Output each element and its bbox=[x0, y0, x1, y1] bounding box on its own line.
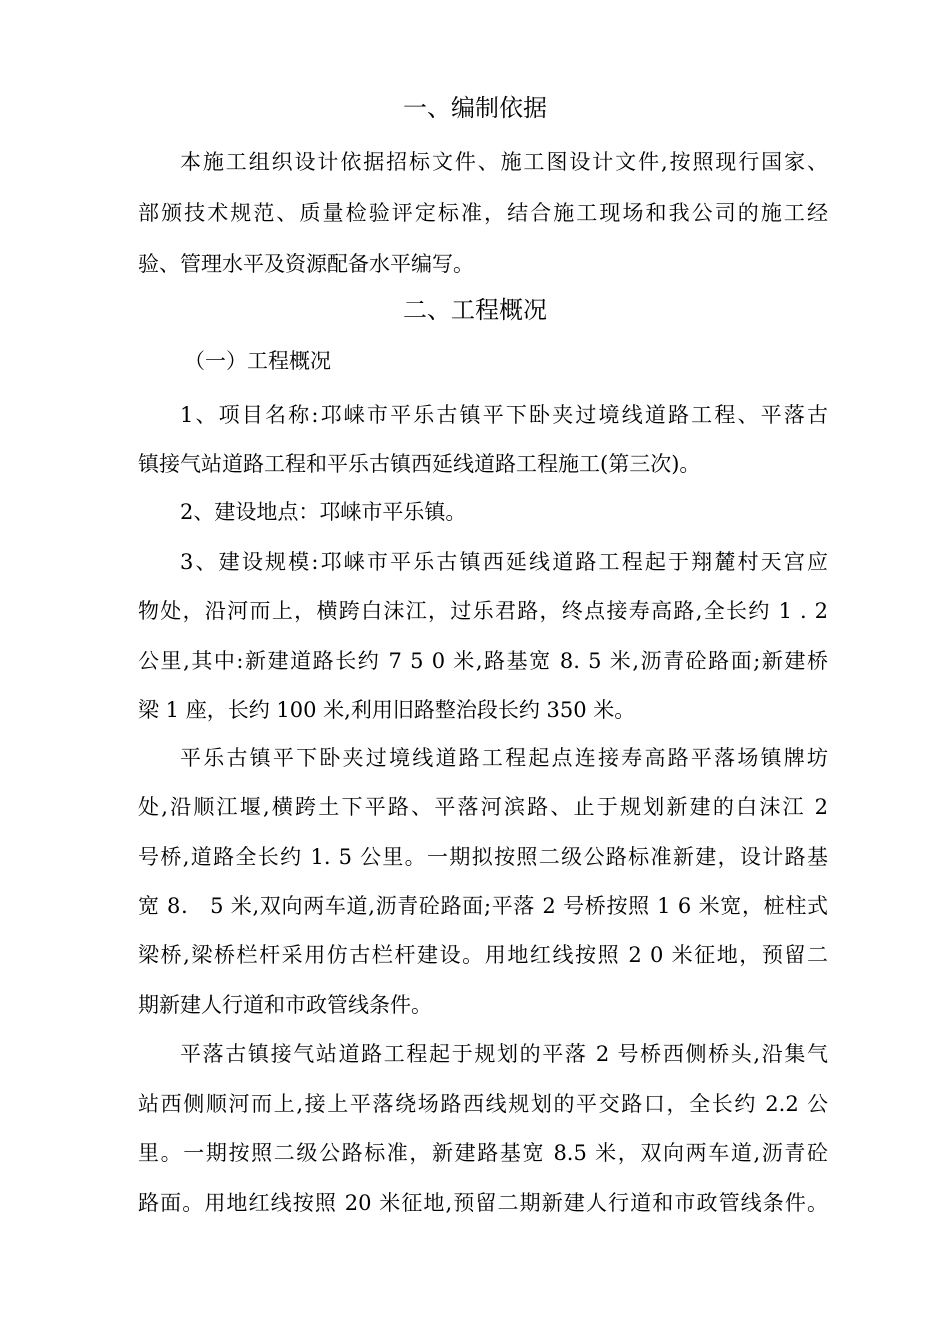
heading-project-overview: 二、工程概况 bbox=[403, 296, 547, 324]
paragraph-line: 梁桥,梁桥栏杆采用仿古栏杆建设。用地红线按照 2 0 米征地，预留二 bbox=[138, 943, 828, 967]
subheading-project-overview: （一）工程概况 bbox=[184, 349, 331, 373]
paragraph-line: 里。一期按照二级公路标准，新建路基宽 8.5 米，双向两车道,沥青砼 bbox=[138, 1141, 828, 1165]
paragraph-line: 站西侧顺河而上,接上平落绕场路西线规划的平交路口，全长约 2.2 公 bbox=[138, 1092, 828, 1116]
paragraph-line: 路面。用地红线按照 20 米征地,预留二期新建人行道和市政管线条件。 bbox=[138, 1191, 828, 1215]
paragraph-line: 平乐古镇平下卧夹过境线道路工程起点连接寿高路平落场镇牌坊 bbox=[180, 746, 828, 770]
paragraph-line: 1、项目名称:邛崃市平乐古镇平下卧夹过境线道路工程、平落古 bbox=[180, 403, 828, 427]
paragraph-line: 梁 1 座，长约 100 米,利用旧路整治段长约 350 米。 bbox=[138, 698, 636, 722]
paragraph-line: 镇接气站道路工程和平乐古镇西延线道路工程施工(第三次)。 bbox=[138, 452, 701, 476]
paragraph-line: 部颁技术规范、质量检验评定标准，结合施工现场和我公司的施工经 bbox=[138, 201, 828, 225]
paragraph-line: 平落古镇接气站道路工程起于规划的平落 2 号桥西侧桥头,沿集气 bbox=[180, 1042, 828, 1066]
paragraph-line: 号桥,道路全长约 1. 5 公里。一期拟按照二级公路标准新建，设计路基 bbox=[138, 845, 828, 869]
paragraph-line: 物处，沿河而上，横跨白沫江，过乐君路，终点接寿高路,全长约 1 . 2 bbox=[138, 599, 828, 623]
heading-compilation-basis: 一、编制依据 bbox=[403, 94, 547, 122]
paragraph-line: 宽 8． 5 米,双向两车道,沥青砼路面;平落 2 号桥按照 1 6 米宽，桩柱式 bbox=[138, 894, 828, 918]
paragraph-line: 期新建人行道和市政管线条件。 bbox=[138, 993, 432, 1017]
paragraph-line: 公里,其中:新建道路长约 7 5 0 米,路基宽 8. 5 米,沥青砼路面;新建桥 bbox=[138, 649, 828, 673]
paragraph-line: 处,沿顺江堰,横跨土下平路、平落河滨路、止于规划新建的白沫江 2 bbox=[138, 795, 828, 819]
paragraph-line: 3、建设规模:邛崃市平乐古镇西延线道路工程起于翔麓村天宫应 bbox=[180, 550, 828, 574]
paragraph-line: 2、建设地点：邛崃市平乐镇。 bbox=[180, 500, 467, 524]
paragraph-line: 本施工组织设计依据招标文件、施工图设计文件,按照现行国家、 bbox=[180, 150, 828, 174]
paragraph-line: 验、管理水平及资源配备水平编写。 bbox=[138, 252, 474, 276]
